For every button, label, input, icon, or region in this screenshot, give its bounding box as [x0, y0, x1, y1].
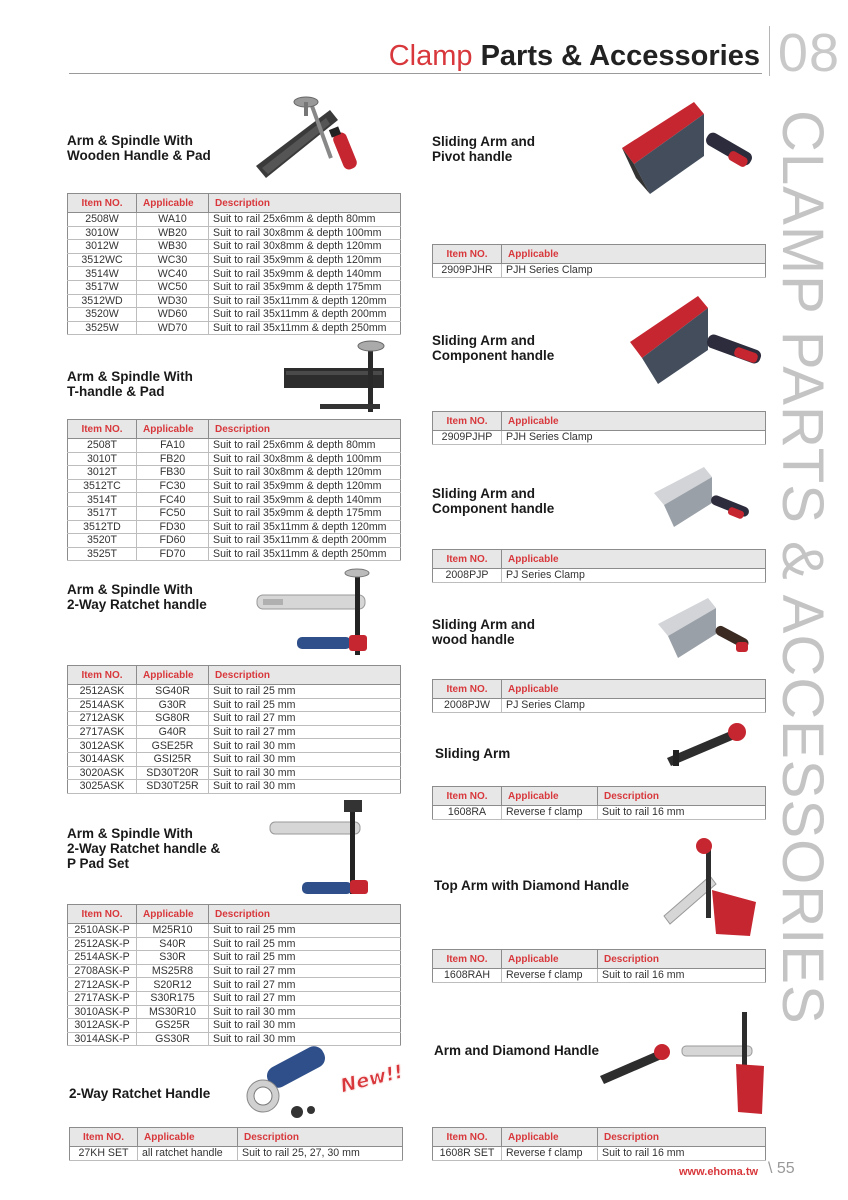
- description-cell: Suit to rail 35x9mm & depth 120mm: [209, 253, 401, 267]
- item-number-cell: 3012W: [68, 240, 137, 254]
- table-row: [433, 806, 766, 820]
- table-header-row: [433, 245, 766, 264]
- applicable-cell: WB30: [137, 240, 209, 254]
- applicable-cell: MS30R10: [137, 1005, 209, 1019]
- table-row: [68, 978, 401, 992]
- column-header: Applicable: [137, 420, 209, 439]
- applicable-cell: WB20: [137, 226, 209, 240]
- description-cell: Suit to rail 27 mm: [209, 712, 401, 726]
- column-header: Applicable: [137, 194, 209, 213]
- applicable-cell: WC30: [137, 253, 209, 267]
- table-row: [68, 766, 401, 780]
- description-cell: Suit to rail 35x9mm & depth 120mm: [209, 479, 401, 493]
- applicable-cell: S30R175: [137, 991, 209, 1005]
- column-header: Description: [598, 787, 766, 806]
- table-row: [68, 466, 401, 480]
- column-header: Item NO.: [433, 950, 502, 969]
- applicable-cell: PJH Series Clamp: [502, 264, 766, 278]
- table-row: [68, 321, 401, 335]
- item-number-cell: 3025ASK: [68, 780, 137, 794]
- item-number-cell: 3512WC: [68, 253, 137, 267]
- table-header-row: [433, 550, 766, 569]
- description-cell: Suit to rail 16 mm: [598, 969, 766, 983]
- arm-spindle-ratchet-handle-image: [255, 565, 385, 660]
- applicable-cell: M25R10: [137, 924, 209, 938]
- sliding-arm-pivot-handle-image: [620, 98, 760, 198]
- item-number-cell: 3010ASK-P: [68, 1005, 137, 1019]
- item-number-cell: 2514ASK: [68, 698, 137, 712]
- description-cell: Suit to rail 35x11mm & depth 200mm: [209, 308, 401, 322]
- item-number-cell: 3512TD: [68, 520, 137, 534]
- header-divider: [69, 73, 762, 74]
- section-title-top-arm: Top Arm with Diamond Handle: [434, 878, 629, 893]
- column-header: Applicable: [502, 412, 766, 431]
- table-row: [433, 969, 766, 983]
- item-number-cell: 27KH SET: [70, 1147, 138, 1161]
- applicable-cell: SD30T25R: [137, 780, 209, 794]
- table-header-row: [68, 194, 401, 213]
- column-header: Item NO.: [433, 245, 502, 264]
- table-header-row: [433, 787, 766, 806]
- item-number-cell: 1608R SET: [433, 1147, 502, 1161]
- column-header: Applicable: [502, 787, 598, 806]
- section-title-ratchet-handle-set: 2-Way Ratchet Handle: [69, 1086, 211, 1101]
- applicable-cell: FC40: [137, 493, 209, 507]
- description-cell: Suit to rail 30 mm: [209, 752, 401, 766]
- table-row: [433, 431, 766, 445]
- table-row: [68, 294, 401, 308]
- table-header-row: [68, 905, 401, 924]
- table-row: [68, 280, 401, 294]
- description-cell: Suit to rail 27 mm: [209, 725, 401, 739]
- applicable-cell: WC40: [137, 267, 209, 281]
- section-title-t-handle: Arm & Spindle With T-handle & Pad: [67, 369, 193, 399]
- section-title-component-handle-pjh: Sliding Arm and Component handle: [432, 333, 555, 363]
- description-cell: Suit to rail 25 mm: [209, 951, 401, 965]
- chapter-number: 08: [777, 23, 840, 83]
- new-badge: New!!: [338, 1060, 406, 1098]
- column-header: Applicable: [138, 1128, 238, 1147]
- column-header: Applicable: [502, 680, 766, 699]
- applicable-cell: WC50: [137, 280, 209, 294]
- applicable-cell: GSE25R: [137, 739, 209, 753]
- item-number-cell: 3014ASK: [68, 752, 137, 766]
- table-row: [433, 264, 766, 278]
- column-header: Description: [209, 420, 401, 439]
- applicable-cell: SG40R: [137, 685, 209, 699]
- item-number-cell: 3520T: [68, 534, 137, 548]
- applicable-cell: FB30: [137, 466, 209, 480]
- applicable-cell: FC50: [137, 506, 209, 520]
- item-number-cell: 2008PJW: [433, 699, 502, 713]
- table-row: [68, 1032, 401, 1046]
- table-row: [68, 534, 401, 548]
- table-header-row: [433, 1128, 766, 1147]
- item-number-cell: 3520W: [68, 308, 137, 322]
- applicable-cell: PJ Series Clamp: [502, 569, 766, 583]
- applicable-cell: WD70: [137, 321, 209, 335]
- table-row: [68, 493, 401, 507]
- item-number-cell: 3517W: [68, 280, 137, 294]
- item-number-cell: 1608RAH: [433, 969, 502, 983]
- applicable-cell: MS25R8: [137, 964, 209, 978]
- page-number-value: 55: [776, 1160, 795, 1177]
- column-header: Item NO.: [433, 787, 502, 806]
- description-cell: Suit to rail 35x9mm & depth 140mm: [209, 267, 401, 281]
- table-row: [68, 479, 401, 493]
- applicable-cell: G30R: [137, 698, 209, 712]
- column-header: Item NO.: [68, 194, 137, 213]
- arm-spindle-wooden-handle-image: [252, 88, 382, 193]
- column-header: Description: [238, 1128, 403, 1147]
- spec-table: [432, 786, 766, 820]
- sliding-arm-component-handle-pj-image: [652, 463, 752, 533]
- item-number-cell: 2909PJHP: [433, 431, 502, 445]
- section-title-arm-diamond: Arm and Diamond Handle: [434, 1043, 600, 1058]
- description-cell: Suit to rail 30 mm: [209, 739, 401, 753]
- chapter-divider: [769, 26, 770, 76]
- description-cell: Suit to rail 25 mm: [209, 924, 401, 938]
- title-light: Clamp: [388, 40, 473, 72]
- table-row: [68, 226, 401, 240]
- table-header-row: [68, 420, 401, 439]
- section-title-sliding-arm: Sliding Arm: [435, 746, 511, 761]
- applicable-cell: FB20: [137, 452, 209, 466]
- table-row: [68, 240, 401, 254]
- page-number: \ 55: [768, 1160, 795, 1177]
- column-header: Applicable: [502, 245, 766, 264]
- column-header: Item NO.: [68, 420, 137, 439]
- item-number-cell: 2514ASK-P: [68, 951, 137, 965]
- item-number-cell: 3512WD: [68, 294, 137, 308]
- item-number-cell: 3525T: [68, 547, 137, 561]
- description-cell: Suit to rail 35x9mm & depth 175mm: [209, 280, 401, 294]
- spec-table: [67, 193, 401, 335]
- column-header: Item NO.: [433, 412, 502, 431]
- description-cell: Suit to rail 25 mm: [209, 937, 401, 951]
- table-header-row: [70, 1128, 403, 1147]
- applicable-cell: all ratchet handle: [138, 1147, 238, 1161]
- description-cell: Suit to rail 25x6mm & depth 80mm: [209, 213, 401, 227]
- sliding-arm-image: [663, 720, 753, 770]
- column-header: Item NO.: [70, 1128, 138, 1147]
- item-number-cell: 2909PJHR: [433, 264, 502, 278]
- table-header-row: [433, 412, 766, 431]
- table-row: [68, 924, 401, 938]
- description-cell: Suit to rail 35x11mm & depth 120mm: [209, 520, 401, 534]
- section-title-ratchet-p-pad: Arm & Spindle With 2-Way Ratchet handle & P Pad Set: [67, 826, 221, 871]
- description-cell: Suit to rail 30 mm: [209, 766, 401, 780]
- table-row: [433, 569, 766, 583]
- applicable-cell: FD70: [137, 547, 209, 561]
- spec-table: [432, 949, 766, 983]
- item-number-cell: 3012ASK: [68, 739, 137, 753]
- column-header: Item NO.: [433, 1128, 502, 1147]
- item-number-cell: 3512TC: [68, 479, 137, 493]
- description-cell: Suit to rail 35x11mm & depth 250mm: [209, 547, 401, 561]
- spec-table: [67, 665, 401, 794]
- description-cell: Suit to rail 30x8mm & depth 100mm: [209, 226, 401, 240]
- description-cell: Suit to rail 16 mm: [598, 1147, 766, 1161]
- table-row: [68, 685, 401, 699]
- table-row: [68, 712, 401, 726]
- arm-spindle-t-handle-image: [280, 340, 410, 420]
- spec-table: [67, 904, 401, 1046]
- item-number-cell: 3014ASK-P: [68, 1032, 137, 1046]
- description-cell: Suit to rail 35x9mm & depth 140mm: [209, 493, 401, 507]
- item-number-cell: 3010T: [68, 452, 137, 466]
- description-cell: Suit to rail 30x8mm & depth 120mm: [209, 466, 401, 480]
- description-cell: Suit to rail 16 mm: [598, 806, 766, 820]
- description-cell: Suit to rail 25 mm: [209, 698, 401, 712]
- description-cell: Suit to rail 35x11mm & depth 200mm: [209, 534, 401, 548]
- description-cell: Suit to rail 30 mm: [209, 1005, 401, 1019]
- column-header: Description: [209, 194, 401, 213]
- applicable-cell: PJH Series Clamp: [502, 431, 766, 445]
- table-row: [68, 452, 401, 466]
- description-cell: Suit to rail 30x8mm & depth 100mm: [209, 452, 401, 466]
- item-number-cell: 2508W: [68, 213, 137, 227]
- table-row: [68, 267, 401, 281]
- item-number-cell: 2512ASK-P: [68, 937, 137, 951]
- applicable-cell: Reverse f clamp: [502, 806, 598, 820]
- item-number-cell: 2510ASK-P: [68, 924, 137, 938]
- item-number-cell: 3517T: [68, 506, 137, 520]
- spec-table: [67, 419, 401, 561]
- spec-table: [432, 549, 766, 583]
- section-title-component-handle-pj: Sliding Arm and Component handle: [432, 486, 555, 516]
- arm-spindle-ratchet-p-pad-image: [268, 800, 378, 900]
- applicable-cell: S30R: [137, 951, 209, 965]
- description-cell: Suit to rail 25 mm: [209, 685, 401, 699]
- spec-table: [432, 1127, 766, 1161]
- spec-table: [69, 1127, 403, 1161]
- spec-table: [432, 679, 766, 713]
- column-header: Item NO.: [68, 905, 137, 924]
- description-cell: Suit to rail 30 mm: [209, 1019, 401, 1033]
- sliding-arm-wood-handle-image: [656, 594, 756, 664]
- section-title-wooden-handle: Arm & Spindle With Wooden Handle & Pad: [67, 133, 211, 163]
- applicable-cell: Reverse f clamp: [502, 969, 598, 983]
- table-row: [68, 951, 401, 965]
- item-number-cell: 2508T: [68, 439, 137, 453]
- item-number-cell: 2712ASK-P: [68, 978, 137, 992]
- column-header: Description: [598, 950, 766, 969]
- sliding-arm-component-handle-pjh-image: [628, 292, 768, 387]
- table-row: [68, 547, 401, 561]
- section-title-ratchet-handle: Arm & Spindle With 2-Way Ratchet handle: [67, 582, 207, 612]
- item-number-cell: 2717ASK-P: [68, 991, 137, 1005]
- description-cell: Suit to rail 25, 27, 30 mm: [238, 1147, 403, 1161]
- column-header: Item NO.: [433, 550, 502, 569]
- applicable-cell: G40R: [137, 725, 209, 739]
- table-row: [68, 308, 401, 322]
- item-number-cell: 3020ASK: [68, 766, 137, 780]
- description-cell: Suit to rail 35x11mm & depth 250mm: [209, 321, 401, 335]
- item-number-cell: 2712ASK: [68, 712, 137, 726]
- table-header-row: [68, 666, 401, 685]
- item-number-cell: 2717ASK: [68, 725, 137, 739]
- applicable-cell: WD30: [137, 294, 209, 308]
- vertical-section-title: CLAMP PARTS & ACCESSORIES: [770, 110, 835, 1025]
- applicable-cell: WD60: [137, 308, 209, 322]
- column-header: Applicable: [137, 666, 209, 685]
- column-header: Applicable: [502, 950, 598, 969]
- description-cell: Suit to rail 27 mm: [209, 964, 401, 978]
- item-number-cell: 3525W: [68, 321, 137, 335]
- column-header: Description: [209, 666, 401, 685]
- arm-diamond-handle-image: [596, 1002, 766, 1117]
- applicable-cell: FD60: [137, 534, 209, 548]
- applicable-cell: GSI25R: [137, 752, 209, 766]
- item-number-cell: 2708ASK-P: [68, 964, 137, 978]
- description-cell: Suit to rail 30 mm: [209, 780, 401, 794]
- description-cell: Suit to rail 27 mm: [209, 991, 401, 1005]
- website-link[interactable]: www.ehoma.tw: [679, 1166, 759, 1178]
- applicable-cell: FA10: [137, 439, 209, 453]
- applicable-cell: GS25R: [137, 1019, 209, 1033]
- page-title: [389, 40, 760, 73]
- item-number-cell: 3514W: [68, 267, 137, 281]
- column-header: Description: [209, 905, 401, 924]
- title-bold: Parts & Accessories: [480, 40, 760, 72]
- section-title-pivot-handle: Sliding Arm and Pivot handle: [432, 134, 536, 164]
- description-cell: Suit to rail 35x9mm & depth 175mm: [209, 506, 401, 520]
- column-header: Applicable: [137, 905, 209, 924]
- column-header: Applicable: [502, 1128, 598, 1147]
- applicable-cell: FC30: [137, 479, 209, 493]
- item-number-cell: 3010W: [68, 226, 137, 240]
- section-title-wood-handle: Sliding Arm and wood handle: [432, 617, 536, 647]
- table-row: [68, 1005, 401, 1019]
- table-row: [68, 213, 401, 227]
- applicable-cell: FD30: [137, 520, 209, 534]
- table-row: [68, 725, 401, 739]
- item-number-cell: 3012ASK-P: [68, 1019, 137, 1033]
- table-row: [68, 991, 401, 1005]
- description-cell: Suit to rail 27 mm: [209, 978, 401, 992]
- applicable-cell: SG80R: [137, 712, 209, 726]
- applicable-cell: SD30T20R: [137, 766, 209, 780]
- table-row: [68, 253, 401, 267]
- item-number-cell: 1608RA: [433, 806, 502, 820]
- column-header: Applicable: [502, 550, 766, 569]
- description-cell: Suit to rail 25x6mm & depth 80mm: [209, 439, 401, 453]
- table-row: [68, 698, 401, 712]
- applicable-cell: PJ Series Clamp: [502, 699, 766, 713]
- item-number-cell: 2008PJP: [433, 569, 502, 583]
- applicable-cell: Reverse f clamp: [502, 1147, 598, 1161]
- column-header: Description: [598, 1128, 766, 1147]
- applicable-cell: WA10: [137, 213, 209, 227]
- table-header-row: [433, 680, 766, 699]
- table-row: [68, 752, 401, 766]
- column-header: Item NO.: [433, 680, 502, 699]
- table-row: [68, 780, 401, 794]
- top-arm-diamond-handle-image: [660, 836, 760, 941]
- table-row: [68, 1019, 401, 1033]
- applicable-cell: S20R12: [137, 978, 209, 992]
- table-row: [68, 506, 401, 520]
- column-header: Item NO.: [68, 666, 137, 685]
- applicable-cell: S40R: [137, 937, 209, 951]
- ratchet-handle-image: [243, 1050, 333, 1125]
- item-number-cell: 3012T: [68, 466, 137, 480]
- description-cell: Suit to rail 35x11mm & depth 120mm: [209, 294, 401, 308]
- applicable-cell: GS30R: [137, 1032, 209, 1046]
- table-row: [68, 739, 401, 753]
- spec-table: [432, 244, 766, 278]
- table-header-row: [433, 950, 766, 969]
- table-row: [68, 439, 401, 453]
- table-row: [68, 964, 401, 978]
- description-cell: Suit to rail 30 mm: [209, 1032, 401, 1046]
- table-row: [68, 520, 401, 534]
- table-row: [68, 937, 401, 951]
- table-row: [70, 1147, 403, 1161]
- item-number-cell: 3514T: [68, 493, 137, 507]
- item-number-cell: 2512ASK: [68, 685, 137, 699]
- table-row: [433, 699, 766, 713]
- table-row: [433, 1147, 766, 1161]
- description-cell: Suit to rail 30x8mm & depth 120mm: [209, 240, 401, 254]
- spec-table: [432, 411, 766, 445]
